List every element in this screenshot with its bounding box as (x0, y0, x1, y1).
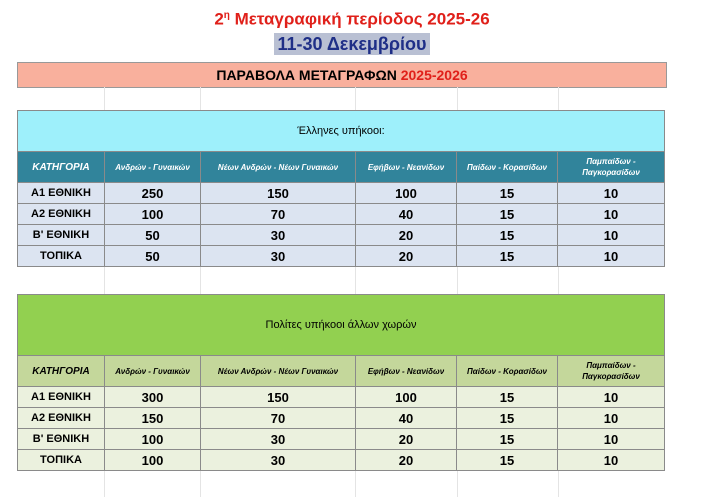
fee-cell: 100 (105, 204, 201, 225)
fee-cell: 10 (558, 450, 665, 471)
column-header: Νέων Ανδρών - Νέων Γυναικών (201, 152, 356, 183)
fee-cell: 30 (201, 246, 356, 267)
fee-cell: 40 (356, 408, 457, 429)
column-header: Παίδων - Κορασίδων (457, 152, 558, 183)
fee-cell: 15 (457, 225, 558, 246)
fee-cell: 100 (356, 387, 457, 408)
column-header: ΚΑΤΗΓΟΡΙΑ (18, 152, 105, 183)
fee-cell: 20 (356, 246, 457, 267)
fee-cell: 250 (105, 183, 201, 204)
fee-cell: 40 (356, 204, 457, 225)
fee-cell: 15 (457, 183, 558, 204)
table-row (18, 225, 665, 246)
fee-cell: 50 (105, 225, 201, 246)
column-header: Εφήβων - Νεανίδων (356, 356, 457, 387)
fees-banner: ΠΑΡΑΒΟΛΑ ΜΕΤΑΓΡΑΦΩΝ 2025-2026 (17, 62, 667, 88)
category-cell: ΤΟΠΙΚΑ (18, 246, 105, 267)
category-cell: Α2 ΕΘΝΙΚΗ (18, 408, 105, 429)
table-row (18, 246, 665, 267)
fee-cell: 15 (457, 450, 558, 471)
column-header: Ανδρών - Γυναικών (105, 356, 201, 387)
category-cell: ΤΟΠΙΚΑ (18, 450, 105, 471)
column-header: Παμπαίδων - Παγκορασίδων (558, 356, 665, 387)
page-title: $2^\eta$ Μεταγραφική περίοδος 2025-26 (214, 9, 490, 29)
fee-cell: 30 (201, 429, 356, 450)
fee-cell: 150 (201, 387, 356, 408)
fee-cell: 150 (105, 408, 201, 429)
table-row (18, 204, 665, 225)
category-cell: Α2 ΕΘΝΙΚΗ (18, 204, 105, 225)
fee-cell: 70 (201, 204, 356, 225)
fee-cell: 15 (457, 204, 558, 225)
fee-cell: 150 (201, 183, 356, 204)
fee-cell: 15 (457, 387, 558, 408)
column-header: Νέων Ανδρών - Νέων Γυναικών (201, 356, 356, 387)
fee-cell: 15 (457, 408, 558, 429)
fee-cell: 20 (356, 225, 457, 246)
fee-cell: 10 (558, 387, 665, 408)
table-row (18, 183, 665, 204)
column-header: Παμπαίδων - Παγκορασίδων (558, 152, 665, 183)
fee-cell: 10 (558, 183, 665, 204)
category-cell: Α1 ΕΘΝΙΚΗ (18, 387, 105, 408)
fee-cell: 100 (356, 183, 457, 204)
fee-cell: 100 (105, 429, 201, 450)
category-cell: Β' ΕΘΝΙΚΗ (18, 225, 105, 246)
table-row (18, 429, 665, 450)
foreign-citizens-table (17, 294, 665, 471)
greek-citizens-table (17, 110, 665, 267)
fee-cell: 10 (558, 225, 665, 246)
fee-cell: 10 (558, 246, 665, 267)
foreign-citizens-heading: Πολίτες υπήκοοι άλλων χωρών (18, 295, 665, 356)
table-row (18, 450, 665, 471)
category-cell: Α1 ΕΘΝΙΚΗ (18, 183, 105, 204)
column-header: Ανδρών - Γυναικών (105, 152, 201, 183)
column-header: ΚΑΤΗΓΟΡΙΑ (18, 356, 105, 387)
fee-cell: 30 (201, 225, 356, 246)
fee-cell: 100 (105, 450, 201, 471)
fee-cell: 30 (201, 450, 356, 471)
greek-citizens-heading: Έλληνες υπήκοοι: (18, 111, 665, 152)
fee-cell: 20 (356, 429, 457, 450)
table-row (18, 408, 665, 429)
column-header: Εφήβων - Νεανίδων (356, 152, 457, 183)
fee-cell: 10 (558, 429, 665, 450)
fee-cell: 15 (457, 429, 558, 450)
fee-cell: 70 (201, 408, 356, 429)
period-dates: 11-30 Δεκεμβρίου (274, 33, 429, 55)
table-row (18, 387, 665, 408)
fee-cell: 10 (558, 408, 665, 429)
category-cell: Β' ΕΘΝΙΚΗ (18, 429, 105, 450)
column-header: Παίδων - Κορασίδων (457, 356, 558, 387)
fee-cell: 15 (457, 246, 558, 267)
fee-cell: 20 (356, 450, 457, 471)
fee-cell: 10 (558, 204, 665, 225)
fee-cell: 50 (105, 246, 201, 267)
fee-cell: 300 (105, 387, 201, 408)
